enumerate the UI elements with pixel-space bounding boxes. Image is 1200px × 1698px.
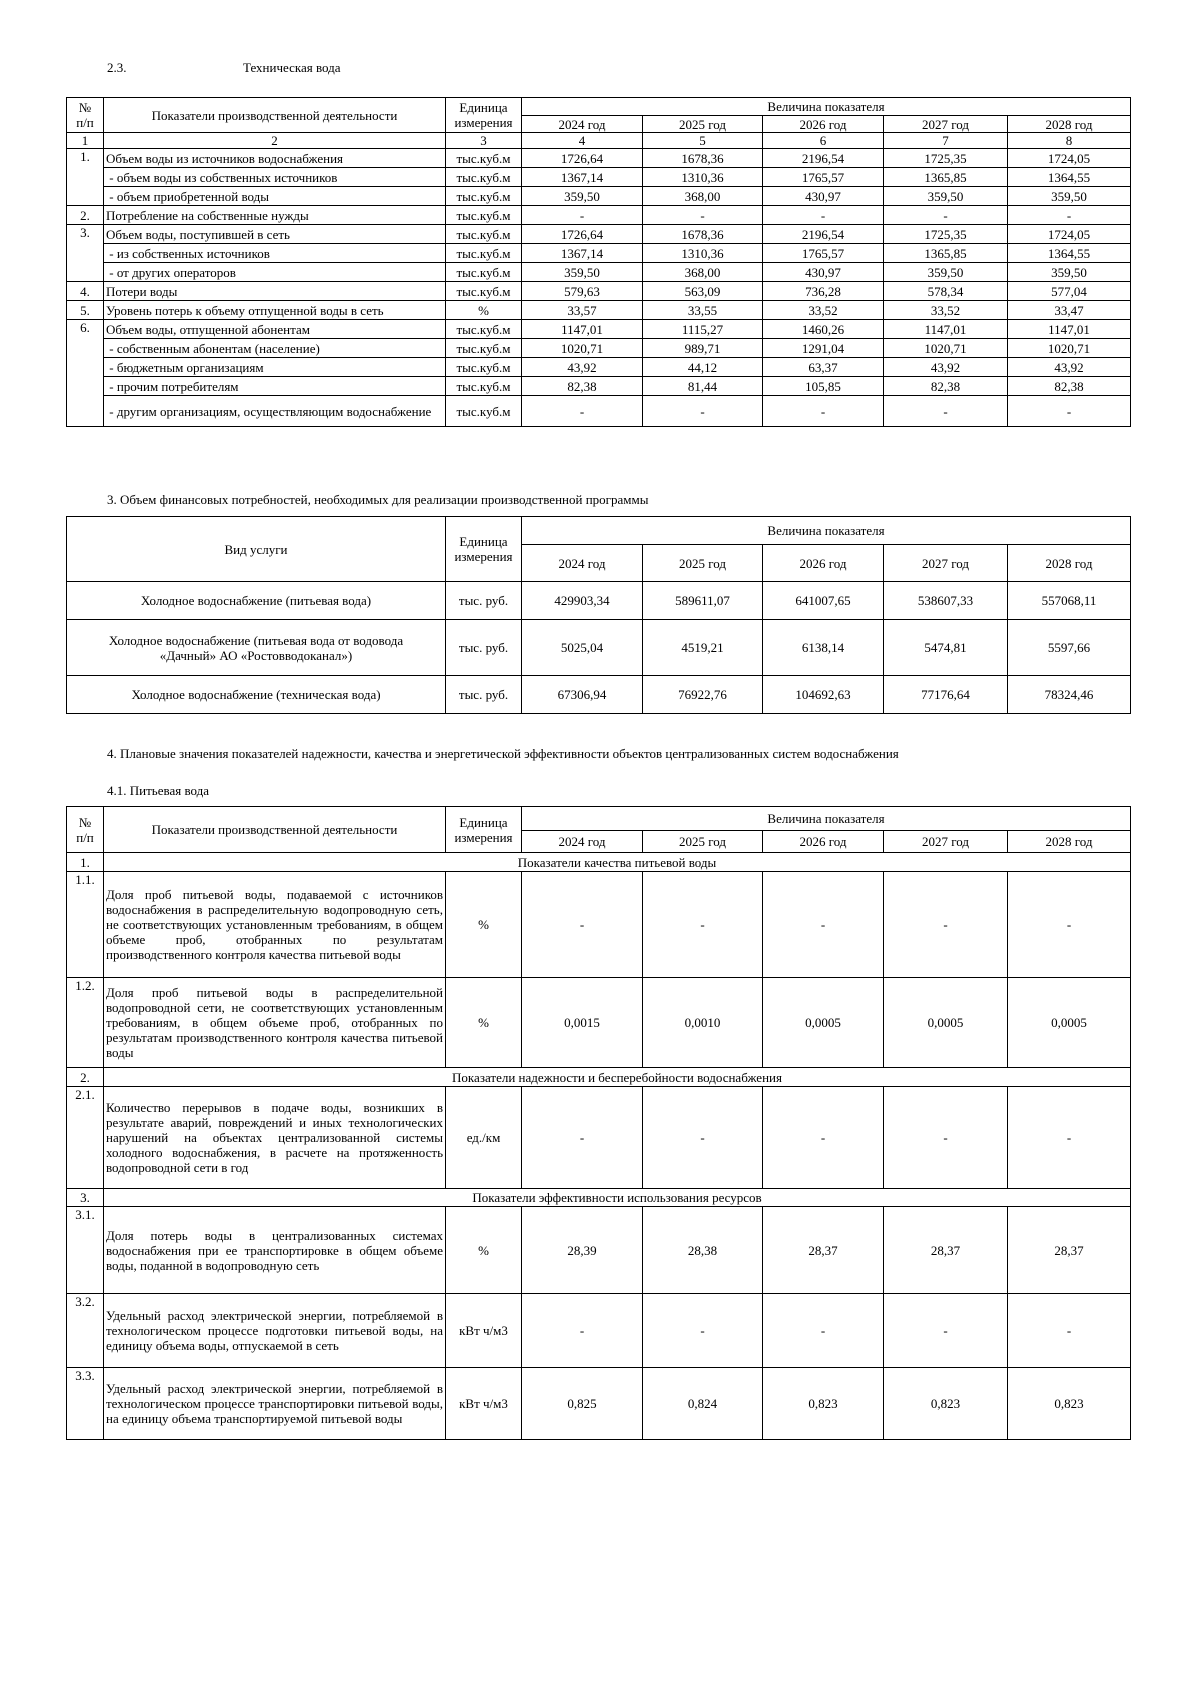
indicator-name: - объем воды из собственных источников xyxy=(104,168,446,187)
value-cell: - xyxy=(763,396,884,427)
table-row xyxy=(67,282,1131,301)
group-title: Показатели надежности и бесперебойности водоснабжения xyxy=(104,1068,1131,1087)
indicator-name: Объем воды, отпущенной абонентам xyxy=(104,320,446,339)
reliability-table xyxy=(66,806,1131,1440)
indicator-name: Удельный расход электрической энергии, потребляемой в технологическом процессе подготовки питьевой воды, на единицу объема воды, отпускаемой в сеть xyxy=(104,1294,446,1368)
year-header: 2024 год xyxy=(522,116,643,133)
value-cell: 43,92 xyxy=(884,358,1008,377)
value-cell: 359,50 xyxy=(1008,187,1131,206)
indicator-name: - прочим потребителям xyxy=(104,377,446,396)
value-cell: 28,38 xyxy=(643,1207,763,1294)
column-number: 5 xyxy=(643,133,763,149)
value-cell: - xyxy=(884,206,1008,225)
value-cell: 5474,81 xyxy=(884,620,1008,676)
unit-cell: ед./км xyxy=(446,1087,522,1189)
table-row xyxy=(67,396,1131,427)
value-cell: - xyxy=(643,206,763,225)
value-cell: 1020,71 xyxy=(522,339,643,358)
value-cell: 43,92 xyxy=(522,358,643,377)
value-cell: 538607,33 xyxy=(884,582,1008,620)
indicator-name: Доля проб питьевой воды, подаваемой с источников водоснабжения в распределительную водопроводную сеть, не соответствующих установленным требованиям, в общем объеме проб, отобранных по результатам производственного контроля качества питьевой воды xyxy=(104,872,446,978)
value-cell: - xyxy=(884,1294,1008,1368)
value-cell: 1765,57 xyxy=(763,168,884,187)
group-number: 1. xyxy=(67,853,104,872)
value-cell: 589611,07 xyxy=(643,582,763,620)
value-cell: - xyxy=(763,1294,884,1368)
value-cell: 1765,57 xyxy=(763,244,884,263)
row-number: 6. xyxy=(67,320,104,427)
row-number: 1.1. xyxy=(67,872,104,978)
service-name: Холодное водоснабжение (питьевая вода) xyxy=(67,582,446,620)
value-cell: 2196,54 xyxy=(763,225,884,244)
indicator-name: Доля проб питьевой воды в распределительной водопроводной сети, не соответствующих установленным требованиям, в общем объеме проб, отобранных по результатам производственного контроля качества питьевой воды xyxy=(104,978,446,1068)
header-value: Величина показателя xyxy=(522,517,1131,545)
indicator-name: Количество перерывов в подаче воды, возникших в результате аварий, повреждений и иных технологических нарушений на объектах централизованной системы холодного водоснабжения, в расчете на протяженность водопроводной сети в год xyxy=(104,1087,446,1189)
year-header: 2028 год xyxy=(1008,116,1131,133)
value-cell: 0,0005 xyxy=(1008,978,1131,1068)
year-header: 2025 год xyxy=(643,116,763,133)
table-row xyxy=(67,301,1131,320)
unit-cell: кВт ч/м3 xyxy=(446,1368,522,1440)
indicator-name: - другим организациям, осуществляющим водоснабжение xyxy=(104,396,446,427)
unit-cell: кВт ч/м3 xyxy=(446,1294,522,1368)
value-cell: 359,50 xyxy=(522,263,643,282)
unit-cell: тыс. руб. xyxy=(446,582,522,620)
value-cell: 28,37 xyxy=(763,1207,884,1294)
year-header: 2026 год xyxy=(763,116,884,133)
finance-table xyxy=(66,516,1131,714)
value-cell: 105,85 xyxy=(763,377,884,396)
header-unit: Единица измерения xyxy=(446,98,522,133)
value-cell: 4519,21 xyxy=(643,620,763,676)
row-number: 3.2. xyxy=(67,1294,104,1368)
value-cell: 5597,66 xyxy=(1008,620,1131,676)
value-cell: 1147,01 xyxy=(1008,320,1131,339)
value-cell: 1310,36 xyxy=(643,168,763,187)
year-header: 2027 год xyxy=(884,116,1008,133)
value-cell: 1364,55 xyxy=(1008,168,1131,187)
year-header: 2028 год xyxy=(1008,831,1131,853)
value-cell: 368,00 xyxy=(643,187,763,206)
value-cell: - xyxy=(522,206,643,225)
value-cell: 1365,85 xyxy=(884,168,1008,187)
value-cell: 33,47 xyxy=(1008,301,1131,320)
value-cell: 1678,36 xyxy=(643,225,763,244)
value-cell: 67306,94 xyxy=(522,676,643,714)
value-cell: 1020,71 xyxy=(1008,339,1131,358)
row-number: 1.2. xyxy=(67,978,104,1068)
value-cell: 1725,35 xyxy=(884,149,1008,168)
value-cell: 1310,36 xyxy=(643,244,763,263)
value-cell: 1115,27 xyxy=(643,320,763,339)
header-value: Величина показателя xyxy=(522,807,1131,831)
group-number: 3. xyxy=(67,1189,104,1207)
value-cell: 1725,35 xyxy=(884,225,1008,244)
value-cell: - xyxy=(522,396,643,427)
value-cell: - xyxy=(1008,206,1131,225)
unit-cell: % xyxy=(446,1207,522,1294)
unit-cell: тыс.куб.м xyxy=(446,168,522,187)
unit-cell: % xyxy=(446,301,522,320)
technical-water-table xyxy=(66,97,1131,427)
indicator-name: - собственным абонентам (население) xyxy=(104,339,446,358)
value-cell: 82,38 xyxy=(884,377,1008,396)
value-cell: 33,52 xyxy=(763,301,884,320)
value-cell: 1367,14 xyxy=(522,244,643,263)
indicator-name: Доля потерь воды в централизованных системах водоснабжения при ее транспортировке в общем объеме воды, поданной в водопроводную сеть xyxy=(104,1207,446,1294)
value-cell: 368,00 xyxy=(643,263,763,282)
value-cell: - xyxy=(643,1294,763,1368)
table-row xyxy=(67,978,1131,1068)
value-cell: 43,92 xyxy=(1008,358,1131,377)
table-row xyxy=(67,872,1131,978)
header-indicator: Показатели производственной деятельности xyxy=(104,98,446,133)
value-cell: - xyxy=(1008,872,1131,978)
column-number: 1 xyxy=(67,133,104,149)
value-cell: 0,823 xyxy=(763,1368,884,1440)
year-header: 2026 год xyxy=(763,831,884,853)
value-cell: 1147,01 xyxy=(884,320,1008,339)
value-cell: - xyxy=(884,872,1008,978)
unit-cell: тыс.куб.м xyxy=(446,358,522,377)
unit-cell: тыс.куб.м xyxy=(446,225,522,244)
value-cell: - xyxy=(522,872,643,978)
value-cell: 1364,55 xyxy=(1008,244,1131,263)
indicator-name: - от других операторов xyxy=(104,263,446,282)
value-cell: 0,823 xyxy=(884,1368,1008,1440)
value-cell: - xyxy=(1008,1294,1131,1368)
value-cell: 430,97 xyxy=(763,187,884,206)
value-cell: - xyxy=(763,206,884,225)
value-cell: 0,823 xyxy=(1008,1368,1131,1440)
value-cell: 6138,14 xyxy=(763,620,884,676)
value-cell: 82,38 xyxy=(1008,377,1131,396)
value-cell: 82,38 xyxy=(522,377,643,396)
unit-cell: тыс.куб.м xyxy=(446,206,522,225)
header-num: № п/п xyxy=(67,98,104,133)
value-cell: 33,55 xyxy=(643,301,763,320)
value-cell: 1020,71 xyxy=(884,339,1008,358)
row-number: 3.3. xyxy=(67,1368,104,1440)
group-row xyxy=(67,1189,1131,1207)
year-header: 2024 год xyxy=(522,831,643,853)
table-row xyxy=(67,149,1131,168)
table-row xyxy=(67,225,1131,244)
value-cell: 1147,01 xyxy=(522,320,643,339)
section-3-title: 3. Объем финансовых потребностей, необходимых для реализации производственной программы xyxy=(107,492,649,507)
unit-cell: тыс.куб.м xyxy=(446,377,522,396)
service-name: Холодное водоснабжение (техническая вода) xyxy=(67,676,446,714)
row-number: 4. xyxy=(67,282,104,301)
section-4-1-title: 4.1. Питьевая вода xyxy=(107,783,210,798)
value-cell: 76922,76 xyxy=(643,676,763,714)
unit-cell: тыс.куб.м xyxy=(446,396,522,427)
value-cell: 33,52 xyxy=(884,301,1008,320)
value-cell: 557068,11 xyxy=(1008,582,1131,620)
value-cell: 1726,64 xyxy=(522,225,643,244)
year-header: 2027 год xyxy=(884,831,1008,853)
value-cell: 5025,04 xyxy=(522,620,643,676)
value-cell: - xyxy=(763,1087,884,1189)
value-cell: - xyxy=(522,1294,643,1368)
value-cell: 1724,05 xyxy=(1008,225,1131,244)
value-cell: 579,63 xyxy=(522,282,643,301)
value-cell: 28,39 xyxy=(522,1207,643,1294)
column-number: 4 xyxy=(522,133,643,149)
value-cell: 0,0015 xyxy=(522,978,643,1068)
indicator-name: - из собственных источников xyxy=(104,244,446,263)
value-cell: 78324,46 xyxy=(1008,676,1131,714)
indicator-name: Объем воды из источников водоснабжения xyxy=(104,149,446,168)
value-cell: 989,71 xyxy=(643,339,763,358)
column-number: 6 xyxy=(763,133,884,149)
year-header: 2026 год xyxy=(763,545,884,582)
year-header: 2025 год xyxy=(643,831,763,853)
value-cell: 81,44 xyxy=(643,377,763,396)
indicator-name: Объем воды, поступившей в сеть xyxy=(104,225,446,244)
value-cell: 0,824 xyxy=(643,1368,763,1440)
header-indicator: Показатели производственной деятельности xyxy=(104,807,446,853)
value-cell: - xyxy=(643,872,763,978)
value-cell: 577,04 xyxy=(1008,282,1131,301)
column-number: 7 xyxy=(884,133,1008,149)
value-cell: 641007,65 xyxy=(763,582,884,620)
value-cell: 359,50 xyxy=(884,187,1008,206)
year-header: 2024 год xyxy=(522,545,643,582)
value-cell: 44,12 xyxy=(643,358,763,377)
year-header: 2027 год xyxy=(884,545,1008,582)
column-number: 2 xyxy=(104,133,446,149)
indicator-name: Потребление на собственные нужды xyxy=(104,206,446,225)
value-cell: 359,50 xyxy=(1008,263,1131,282)
section-4-title: 4. Плановые значения показателей надежности, качества и энергетической эффективности объектов централизованных систем водоснабжения xyxy=(107,746,899,761)
table-row xyxy=(67,1207,1131,1294)
indicator-name: Потери воды xyxy=(104,282,446,301)
value-cell: 359,50 xyxy=(522,187,643,206)
unit-cell: тыс. руб. xyxy=(446,620,522,676)
row-number: 2. xyxy=(67,206,104,225)
value-cell: - xyxy=(643,1087,763,1189)
value-cell: 1724,05 xyxy=(1008,149,1131,168)
value-cell: 28,37 xyxy=(1008,1207,1131,1294)
value-cell: - xyxy=(522,1087,643,1189)
value-cell: - xyxy=(1008,1087,1131,1189)
value-cell: 1678,36 xyxy=(643,149,763,168)
group-title: Показатели качества питьевой воды xyxy=(104,853,1131,872)
value-cell: - xyxy=(1008,396,1131,427)
header-unit: Единица измерения xyxy=(446,807,522,853)
table-row xyxy=(67,320,1131,339)
value-cell: 1460,26 xyxy=(763,320,884,339)
column-number: 8 xyxy=(1008,133,1131,149)
header-num: № п/п xyxy=(67,807,104,853)
table-row xyxy=(67,168,1131,187)
table-row xyxy=(67,377,1131,396)
value-cell: 2196,54 xyxy=(763,149,884,168)
unit-cell: тыс.куб.м xyxy=(446,282,522,301)
value-cell: 430,97 xyxy=(763,263,884,282)
unit-cell: тыс.куб.м xyxy=(446,320,522,339)
section-title: Техническая вода xyxy=(243,60,341,75)
header-unit: Единица измерения xyxy=(446,517,522,582)
group-number: 2. xyxy=(67,1068,104,1087)
value-cell: 0,0005 xyxy=(884,978,1008,1068)
value-cell: - xyxy=(643,396,763,427)
unit-cell: тыс.куб.м xyxy=(446,244,522,263)
indicator-name: - бюджетным организациям xyxy=(104,358,446,377)
table-row xyxy=(67,1368,1131,1440)
value-cell: 33,57 xyxy=(522,301,643,320)
value-cell: 578,34 xyxy=(884,282,1008,301)
table-row xyxy=(67,358,1131,377)
value-cell: 429903,34 xyxy=(522,582,643,620)
group-title: Показатели эффективности использования ресурсов xyxy=(104,1189,1131,1207)
table-row xyxy=(67,620,1131,676)
value-cell: 104692,63 xyxy=(763,676,884,714)
value-cell: 0,0010 xyxy=(643,978,763,1068)
indicator-name: Уровень потерь к объему отпущенной воды в сеть xyxy=(104,301,446,320)
header-service: Вид услуги xyxy=(67,517,446,582)
table-row xyxy=(67,676,1131,714)
value-cell: - xyxy=(763,872,884,978)
row-number: 5. xyxy=(67,301,104,320)
table-row xyxy=(67,263,1131,282)
row-number: 3. xyxy=(67,225,104,282)
value-cell: 63,37 xyxy=(763,358,884,377)
unit-cell: тыс.куб.м xyxy=(446,339,522,358)
table-row xyxy=(67,1294,1131,1368)
year-header: 2025 год xyxy=(643,545,763,582)
row-number: 2.1. xyxy=(67,1087,104,1189)
table-row xyxy=(67,339,1131,358)
value-cell: 77176,64 xyxy=(884,676,1008,714)
value-cell: 0,825 xyxy=(522,1368,643,1440)
unit-cell: тыс.куб.м xyxy=(446,263,522,282)
service-name: Холодное водоснабжение (питьевая вода от водовода «Дачный» АО «Ростовводоканал») xyxy=(67,620,446,676)
value-cell: 28,37 xyxy=(884,1207,1008,1294)
table-row xyxy=(67,244,1131,263)
value-cell: - xyxy=(884,1087,1008,1189)
section-number: 2.3. xyxy=(107,60,127,75)
value-cell: 563,09 xyxy=(643,282,763,301)
value-cell: 0,0005 xyxy=(763,978,884,1068)
value-cell: 1726,64 xyxy=(522,149,643,168)
group-row xyxy=(67,853,1131,872)
year-header: 2028 год xyxy=(1008,545,1131,582)
unit-cell: % xyxy=(446,872,522,978)
value-cell: 1291,04 xyxy=(763,339,884,358)
unit-cell: тыс. руб. xyxy=(446,676,522,714)
row-number: 3.1. xyxy=(67,1207,104,1294)
row-number: 1. xyxy=(67,149,104,206)
unit-cell: % xyxy=(446,978,522,1068)
value-cell: 1365,85 xyxy=(884,244,1008,263)
table-row xyxy=(67,187,1131,206)
table-row xyxy=(67,1087,1131,1189)
unit-cell: тыс.куб.м xyxy=(446,187,522,206)
column-number: 3 xyxy=(446,133,522,149)
table-row xyxy=(67,206,1131,225)
value-cell: 1367,14 xyxy=(522,168,643,187)
value-cell: - xyxy=(884,396,1008,427)
table-row xyxy=(67,582,1131,620)
value-cell: 736,28 xyxy=(763,282,884,301)
indicator-name: Удельный расход электрической энергии, потребляемой в технологическом процессе транспортировки питьевой воды, на единицу объема транспортируемой питьевой воды xyxy=(104,1368,446,1440)
unit-cell: тыс.куб.м xyxy=(446,149,522,168)
header-value: Величина показателя xyxy=(522,98,1131,116)
group-row xyxy=(67,1068,1131,1087)
indicator-name: - объем приобретенной воды xyxy=(104,187,446,206)
value-cell: 359,50 xyxy=(884,263,1008,282)
